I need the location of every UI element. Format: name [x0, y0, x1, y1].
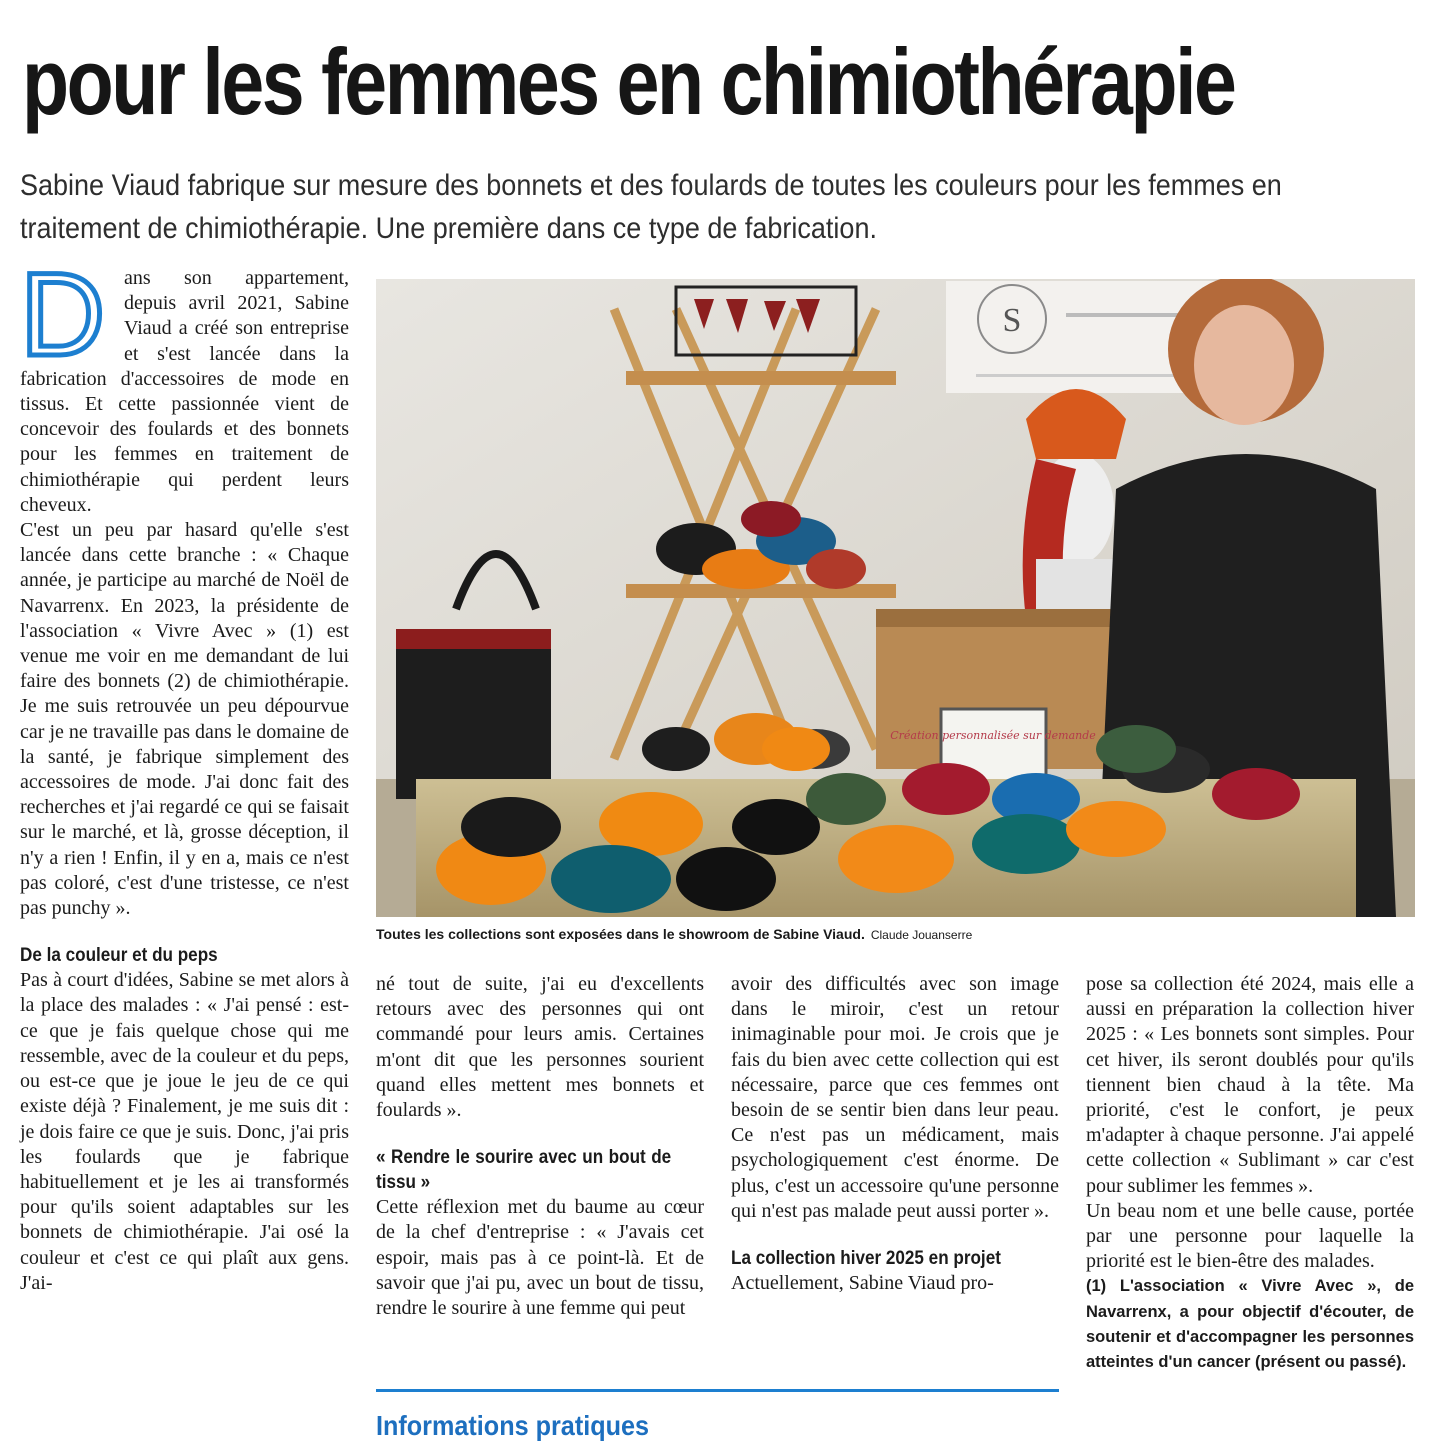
paragraph: Actuellement, Sabine Viaud pro-: [731, 1272, 994, 1295]
photo-caption: [376, 926, 1415, 942]
paragraph: Cette réflexion met du baume au cœur de la chef d'entreprise : « J'avais cet espoir, mais pas à ce point-là. Et de savoir que j'ai pu, avec un bout de tissu, rendre le sourire à une femme qui peut: [376, 1196, 704, 1320]
subheading: « Rendre le sourire avec un bout de tissu »: [376, 1147, 672, 1194]
sign-letter: S: [1002, 302, 1022, 339]
article-column-1: [20, 249, 349, 1296]
article-column-2: [376, 972, 704, 1321]
headline: pour les femmes en chimiothérapie: [22, 29, 1235, 134]
showroom-photo: [376, 279, 1415, 917]
standfirst: Sabine Viaud fabrique sur mesure des bonnets et des foulards de toutes les couleurs pour les femmes en traitement de chimiothérapie. Une première dans ce type de fabrication.: [20, 169, 1282, 245]
paragraph: Pas à court d'idées, Sabine se met alors à la place des malades : « J'ai pensé : est-ce que je fais quelque chose qui me ressemble, avec de la couleur et du peps, ou est-ce que je joue le jeu de ce qui existe déjà ? Finalement, je me suis dit : je dois faire ce que je suis. Donc, j'ai pris les foulards que je fabrique habituellement et je les ai transformés pour qu'ils soient adaptables sur les bonnets de chimiothérapie. J'ai osé la couleur et c'est ce qui plaît aux gens. J'ai-: [20, 969, 349, 1294]
caption-text: Toutes les collections sont exposées dans le showroom de Sabine Viaud.: [376, 926, 865, 942]
paragraph: Un beau nom et une belle cause, portée par une personne pour laquelle la priorité est le bien-être des malades.: [1086, 1199, 1414, 1273]
info-box-title: Informations pratiques: [376, 1410, 650, 1441]
subheading: La collection hiver 2025 en projet: [731, 1248, 1001, 1270]
paragraph: pose sa collection été 2024, mais elle a aussi en préparation la collection hiver 2025 : « Les bonnets sont simples. Pour cet hiver, ils seront doublés pour qu'ils tiennent bien chaud à la tête. Ma priorité, c'est le confort, je peux m'adapter à chaque personne. J'ai appelé cette collection « Sublimant » car c'est pour sublimer les femmes ».: [1086, 973, 1414, 1197]
dropcap: D: [20, 249, 106, 381]
section-rule: [376, 1389, 1059, 1392]
subheading: De la couleur et du peps: [20, 945, 218, 967]
article-column-4: [1086, 972, 1414, 1375]
paragraph: ans son appartement, depuis avril 2021, Sabine Viaud a créé son entreprise et s'est lancée dans la fabrication d'accessoires de mode en tissus. Et cette passionnée vient de concevoir des foulards et des bonnets pour les femmes en traitement de chimiothérapie qui perdent leurs cheveux.: [20, 267, 349, 516]
photo-credit: Claude Jouanserre: [870, 928, 973, 942]
footnote: (1) L'association « Vivre Avec », de Navarrenx, a pour objectif d'écouter, de soutenir et d'accompagner les personnes atteintes d'un cancer (présent ou passé).: [1086, 1277, 1414, 1372]
article-column-3: [731, 972, 1059, 1296]
handwritten-card: Création personnalisée sur demande: [890, 729, 1096, 742]
paragraph: avoir des difficultés avec son image dans le miroir, c'est un retour inimaginable pour moi. Je crois que je fais du bien avec cette collection qui est nécessaire, parce que ces femmes ont besoin de se sentir bien dans leur peau. Ce n'est pas un médicament, mais psychologiquement c'est énorme. De plus, c'est un accessoire qu'une personne qui n'est pas malade peut aussi porter ».: [731, 973, 1059, 1222]
paragraph: né tout de suite, j'ai eu d'excellents retours avec des personnes qui ont commandé pour leurs amis. Certaines m'ont dit que les personnes sourient quand elles mettent mes bonnets et foulards ».: [376, 973, 704, 1122]
paragraph: C'est un peu par hasard qu'elle s'est lancée dans cette branche : « Chaque année, je participe au marché de Noël de Navarrenx. En 2023, la présidente de l'association « Vivre Avec » (1) est venue me voir en me demandant de lui faire des bonnets (2) de chimiothérapie. Je me suis retrouvée un peu dépourvue car je ne travaille pas dans le domaine de la santé, je fabrique simplement des accessoires de mode. J'ai donc fait des recherches et j'ai regardé ce qui se faisait sur le marché, et là, grosse déception, il n'y a rien ! Enfin, il y en a, mais ce n'est pas coloré, c'est d'une tristesse, ce n'est pas punchy ».: [20, 519, 349, 920]
